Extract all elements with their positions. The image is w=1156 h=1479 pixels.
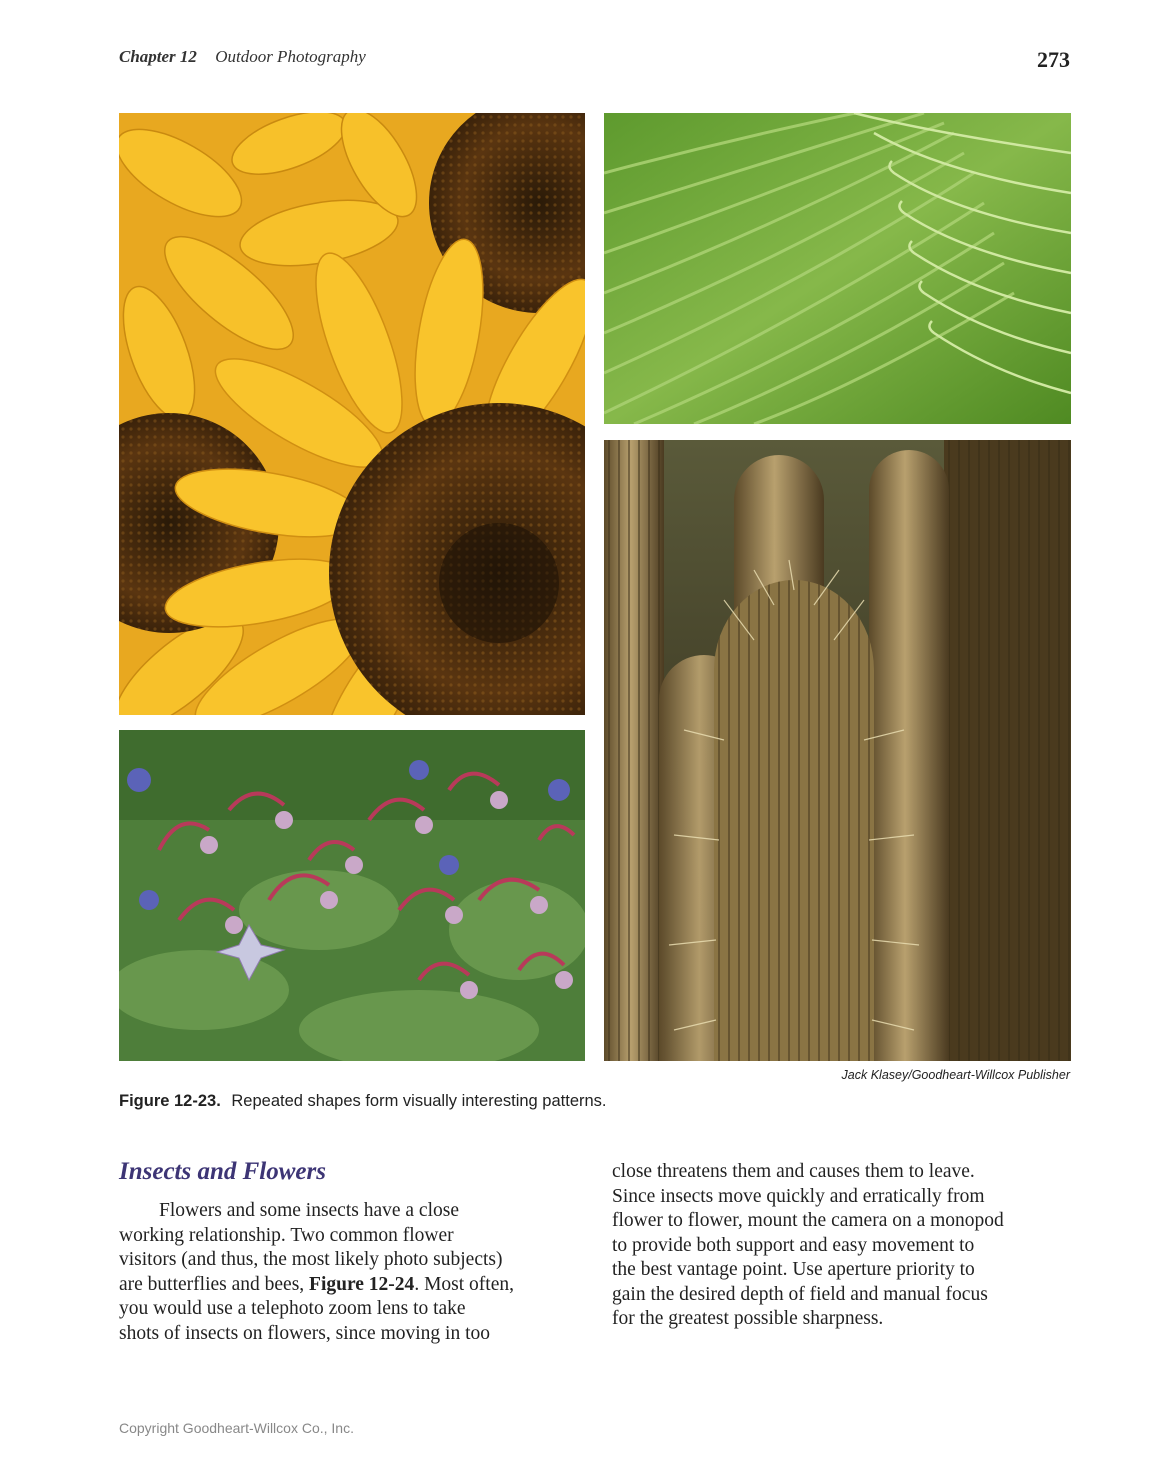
body-line: close threatens them and causes them to leave.: [612, 1161, 975, 1182]
body-line: for the greatest possible sharpness.: [612, 1308, 884, 1329]
sunflowers-icon: [119, 113, 585, 715]
body-line: to provide both support and easy movement to: [612, 1234, 975, 1256]
body-line: flower to flower, mount the camera on a monopod: [612, 1210, 1004, 1231]
page-number: 273: [1037, 47, 1070, 72]
fronds-photo: [604, 113, 1071, 424]
figure-label: Figure 12-23.: [119, 1092, 221, 1110]
cactus-photo: [604, 440, 1071, 1061]
body-text: . Most often,: [414, 1273, 514, 1295]
body-line: working relationship. Two common flower: [119, 1224, 454, 1246]
figure-reference[interactable]: Figure 12-24: [309, 1273, 415, 1295]
body-line: [119, 1273, 514, 1298]
body-line: gain the desired depth of field and manual focus: [612, 1283, 988, 1305]
figure-caption: [119, 1092, 607, 1111]
sunflowers-photo: [119, 113, 585, 715]
body-line: Flowers and some insects have a close: [159, 1200, 460, 1221]
cactus-icon: [604, 440, 1071, 1061]
section-heading: Insects and Flowers: [119, 1158, 326, 1185]
borage-flowers-icon: [119, 730, 585, 1061]
chapter-label: Chapter 12: [119, 47, 197, 66]
right-column: [612, 1160, 1004, 1332]
body-line: you would use a telephoto zoom lens to take: [119, 1298, 466, 1319]
green-fronds-icon: [604, 113, 1071, 424]
copyright-footer: Copyright Goodheart-Willcox Co., Inc.: [119, 1420, 354, 1436]
left-column: [119, 1199, 514, 1346]
chapter-title: Outdoor Photography: [215, 47, 366, 66]
body-line: visitors (and thus, the most likely photo subjects): [119, 1249, 503, 1270]
body-text: are butterflies and bees,: [119, 1273, 310, 1295]
body-line: the best vantage point. Use aperture priority to: [612, 1259, 975, 1280]
photo-credit: Jack Klasey/Goodheart-Willcox Publisher: [841, 1068, 1070, 1082]
borage-photo: [119, 730, 585, 1061]
body-line: shots of insects on flowers, since moving in too: [119, 1322, 491, 1344]
figure-caption-text: Repeated shapes form visually interesting patterns.: [231, 1092, 607, 1110]
body-line: Since insects move quickly and erratically from: [612, 1185, 985, 1207]
running-header: [119, 47, 366, 67]
